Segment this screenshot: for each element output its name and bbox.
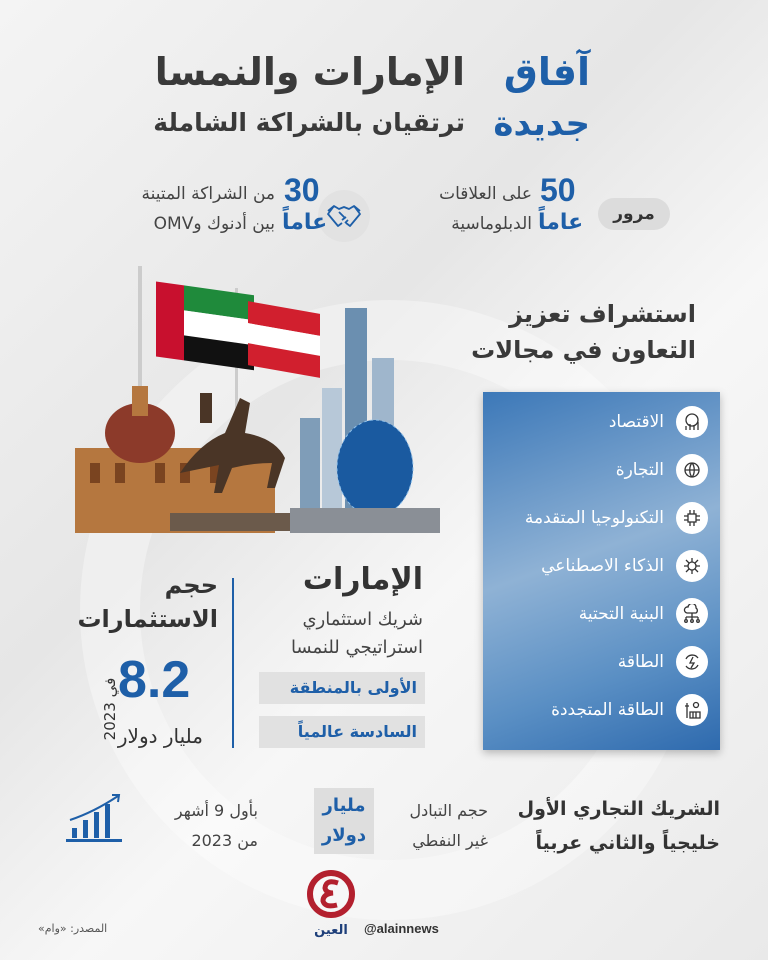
energy-icon (676, 646, 708, 678)
trade-unit-line1: مليار (322, 795, 366, 816)
diplomatic-text-line1: على العلاقات (439, 184, 532, 204)
emirates-line1: شريك استثماري (302, 609, 423, 630)
cooperation-heading-line1: استشراف تعزيز (509, 300, 696, 328)
cooperation-item-technology (525, 502, 708, 534)
partnership-years-unit: عاماً (282, 210, 328, 235)
trade-label-line2: غير النفطي (412, 831, 488, 850)
alain-news-logo (306, 870, 356, 942)
title-blue-line1: آفاق (503, 50, 590, 94)
trade-unit-box (314, 788, 374, 854)
cooperation-heading-line2: التعاون في مجالات (471, 336, 696, 364)
cooperation-item-label: الاقتصاد (608, 412, 664, 432)
cooperation-item-label: الذكاء الاصطناعي (541, 556, 664, 576)
diplomatic-years-unit: عاماً (538, 210, 584, 235)
austria-flag (248, 301, 320, 378)
section-divider (232, 578, 234, 748)
trade-heading (518, 792, 720, 860)
page-subtitle: ترتقيان بالشراكة الشاملة (153, 108, 465, 137)
svg-text:العين: العين (314, 923, 348, 938)
emirates-line2: استراتيجي للنمسا (290, 637, 423, 658)
cooperation-item-energy (618, 646, 708, 678)
diplomatic-years-number: 50 (540, 172, 576, 208)
cooperation-item-label: التجارة (615, 460, 664, 480)
trade-period (175, 796, 258, 856)
cooperation-item-trade (616, 454, 708, 486)
uae-austria-illustration (60, 258, 480, 538)
economy-icon (676, 406, 708, 438)
growth-chart-icon (66, 792, 126, 844)
renewable-energy-icon (676, 694, 708, 726)
trade-label-line1: حجم التبادل (409, 801, 488, 820)
cooperation-item-label: التكنولوجيا المتقدمة (524, 508, 664, 528)
ai-icon (676, 550, 708, 582)
partnership-text-line2: بين أدنوك وOMV (153, 214, 275, 234)
infrastructure-cloud-icon (676, 598, 708, 630)
investment-heading-line1: حجم (164, 571, 218, 599)
milestone-label: مرور (598, 198, 670, 230)
cooperation-item-economy (609, 406, 708, 438)
investment-value: 8.2 (118, 651, 191, 709)
emirates-description (291, 606, 423, 662)
cooperation-item-renewable-energy (551, 694, 708, 726)
cooperation-item-label: الطاقة (617, 652, 664, 672)
rank-region-tag: الأولى بالمنطقة (259, 672, 425, 704)
technology-chip-icon (676, 502, 708, 534)
cooperation-item-label: الطاقة المتجددة (551, 700, 664, 720)
trade-globe-icon (676, 454, 708, 486)
title-blue-line2: جديدة (493, 104, 590, 144)
investment-heading-line2: الاستثمارات (77, 605, 218, 633)
trade-period-line2: من 2023 (191, 831, 258, 850)
cooperation-item-infrastructure (579, 598, 708, 630)
investment-heading (77, 568, 218, 636)
source-note: المصدر: «وام» (38, 922, 108, 935)
trade-label (409, 796, 488, 856)
trade-unit-line2: دولار (321, 825, 367, 846)
cooperation-item-label: البنية التحتية (578, 604, 664, 624)
rank-global-tag: السادسة عالمياً (259, 716, 425, 748)
cooperation-panel (483, 392, 720, 750)
trade-heading-line2: خليجياً والثاني عربياً (535, 832, 720, 854)
investment-year: في 2023 (101, 677, 119, 741)
partnership-text-line1: من الشراكة المتينة (141, 184, 275, 204)
trade-period-line1: بأول 9 أشهر (174, 801, 258, 820)
investment-unit: مليار دولار (117, 724, 203, 748)
trade-heading-line1: الشريك التجاري الأول (517, 798, 720, 820)
uae-flag (156, 281, 254, 370)
page-title: الإمارات والنمسا (154, 50, 465, 94)
cooperation-heading (471, 296, 696, 368)
diplomatic-text-line2: الدبلوماسية (451, 214, 532, 234)
social-handle: @alainnews (364, 921, 439, 936)
cooperation-item-ai (541, 550, 708, 582)
partnership-years-number: 30 (284, 172, 320, 208)
emirates-title: الإمارات (302, 562, 423, 597)
